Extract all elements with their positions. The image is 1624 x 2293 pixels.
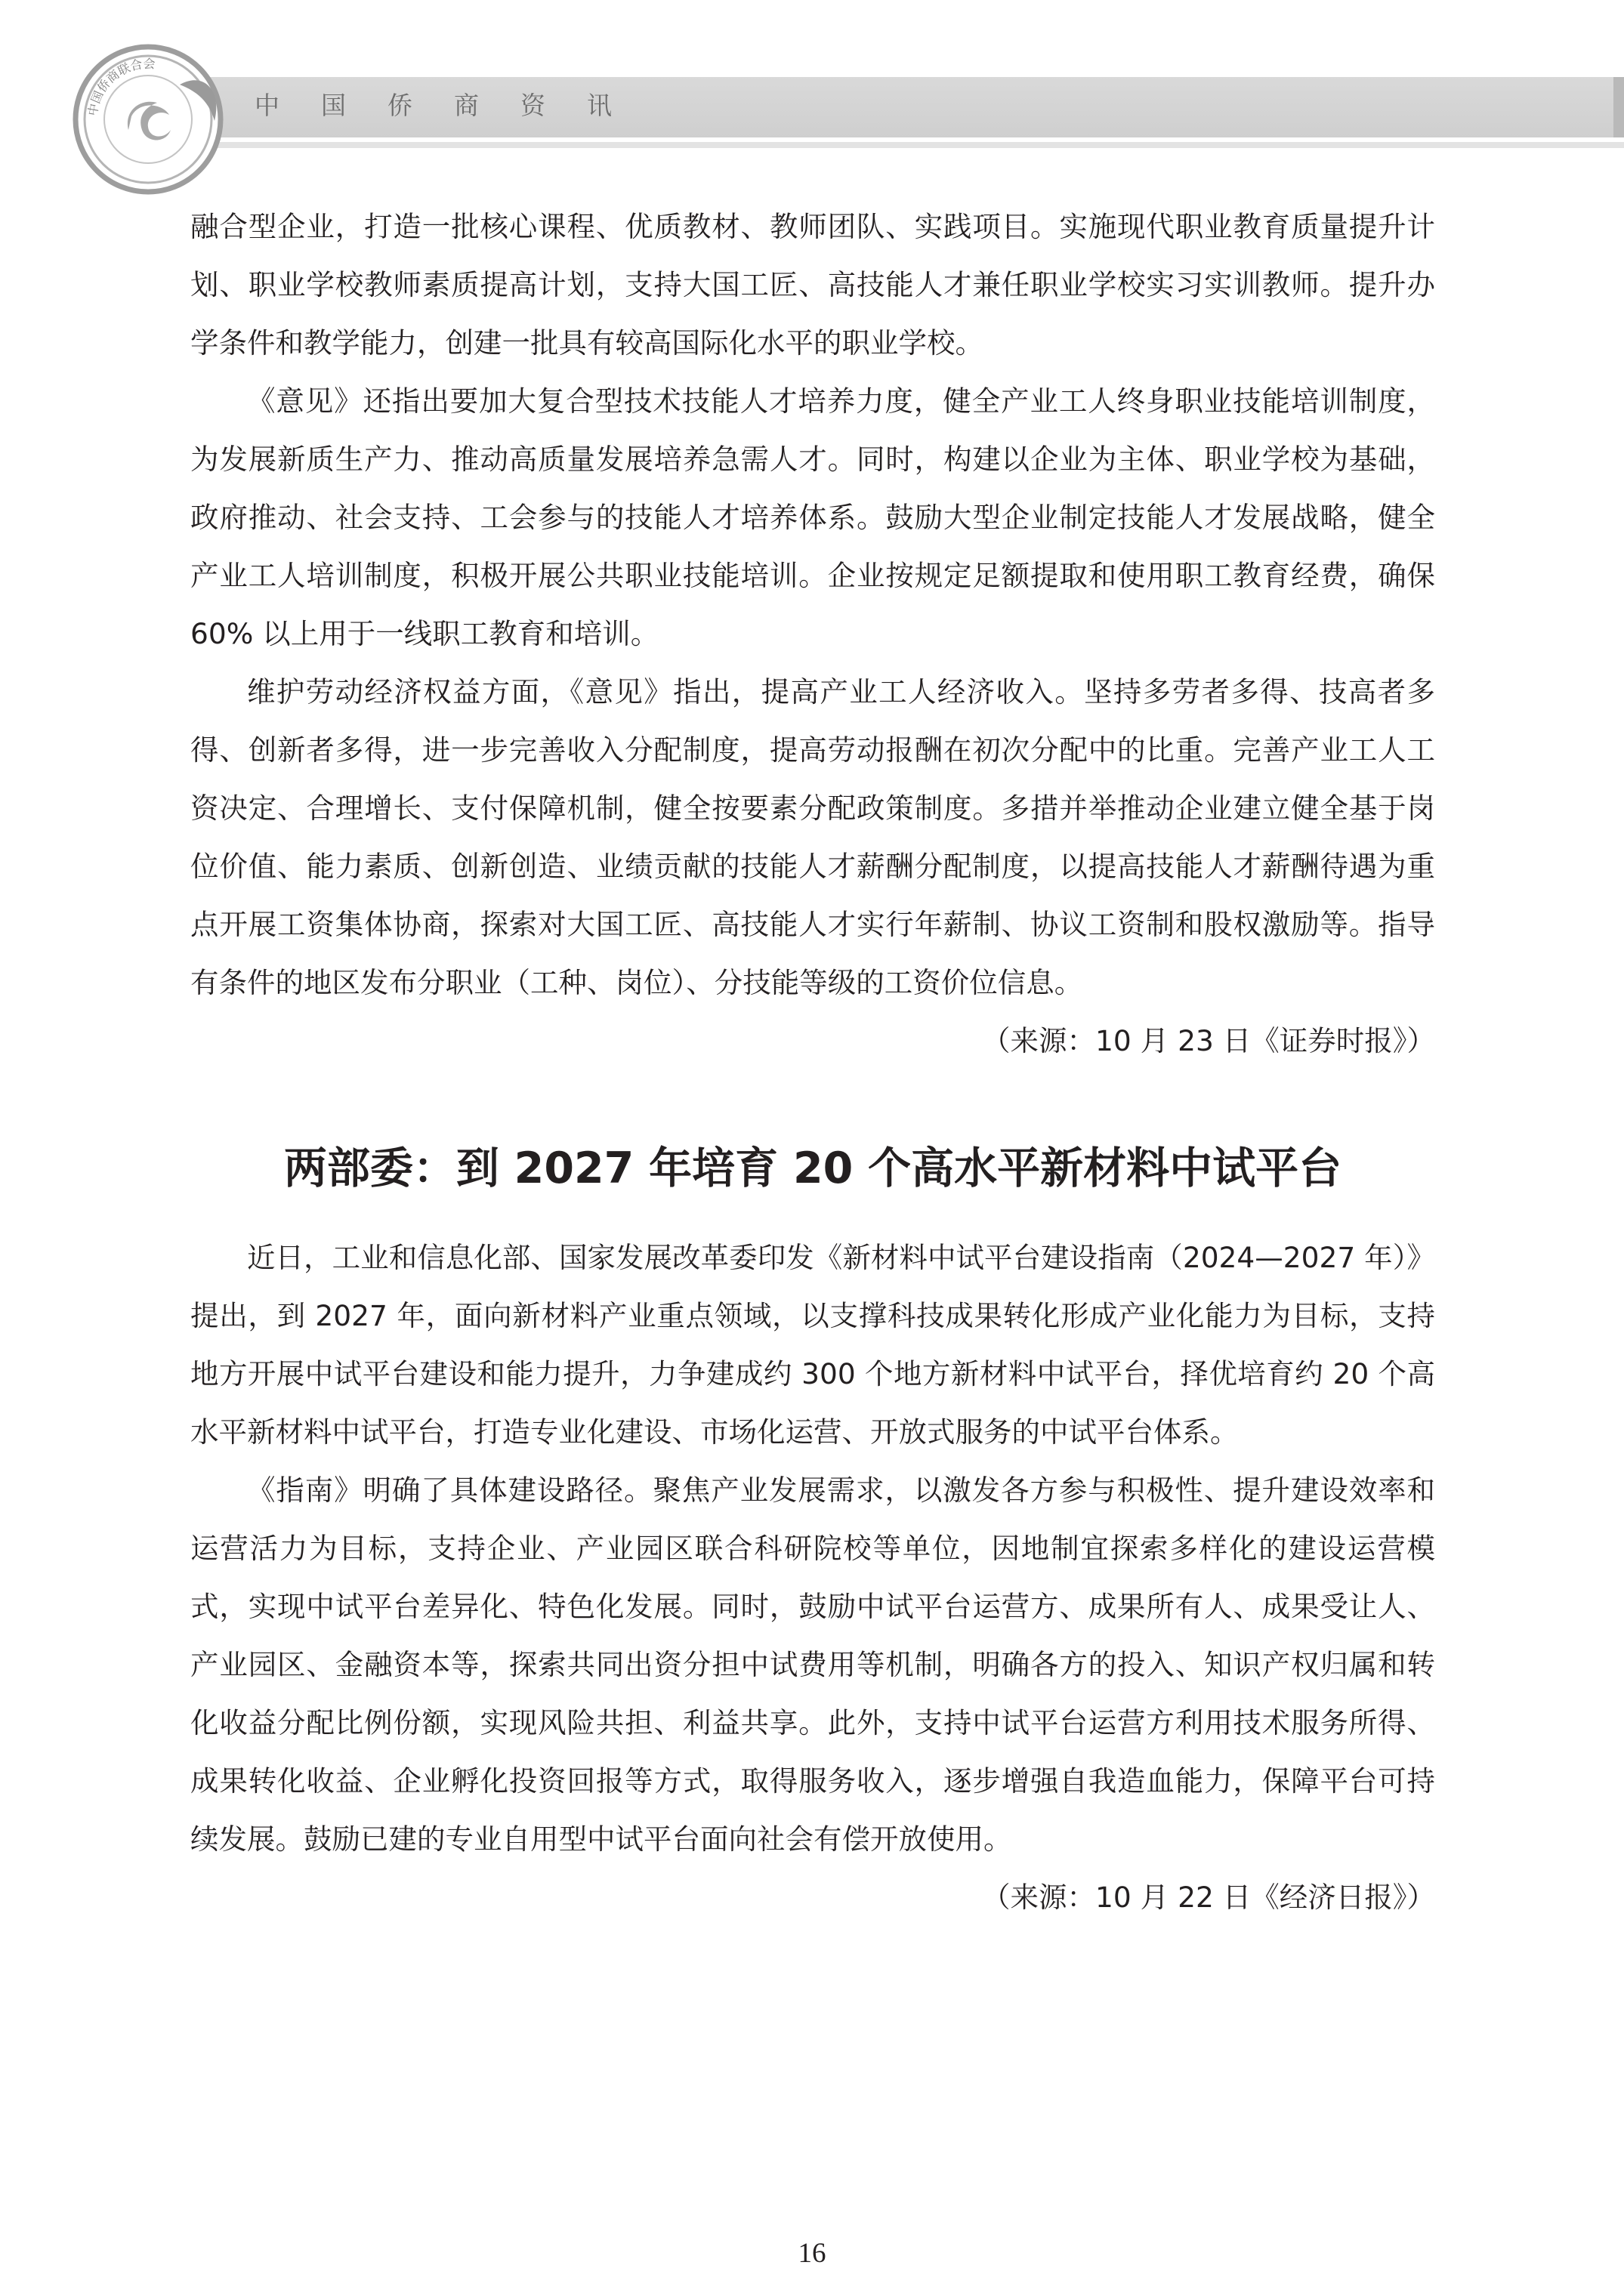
- article1-source: （来源：10 月 23 日《证券时报》）: [982, 1024, 1435, 1057]
- header-tab-edge: [1613, 77, 1624, 137]
- article1-paragraph-3: 维护劳动经济权益方面，《意见》指出，提高产业工人经济收入。坚持多劳者多得、技高者多得、创新者多得，进一步完善收入分配制度，提高劳动报酬在初次分配中的比重。完善产业工人工资决定、合理增长、支付保障机制，健全按要素分配政策制度。多措并举推动企业建立健全基于岗位价值、能力素质、创新创造、业绩贡献的技能人才薪酬分配制度，以提高技能人才薪酬待遇为重点开展工资集体协商，探索对大国工匠、高技能人才实行年薪制、协议工资制和股权激励等。指导有条件的地区发布分职业（工种、岗位）、分技能等级的工资价位信息。: [190, 675, 1435, 999]
- article2-source: （来源：10 月 22 日《经济日报》）: [982, 1881, 1435, 1914]
- header-title: 中国侨商资讯: [255, 91, 653, 120]
- article1-paragraph-2: 《意见》还指出要加大复合型技术技能人才培养力度，健全产业工人终身职业技能培训制度，为发展新质生产力、推动高质量发展培养急需人才。同时，构建以企业为主体、职业学校为基础，政府推动、社会支持、工会参与的技能人才培养体系。鼓励大型企业制定技能人才发展战略，健全产业工人培训制度，积极开展公共职业技能培训。企业按规定足额提取和使用职工教育经费，确保 60% 以上用于一线职工教育和培训。: [190, 384, 1435, 650]
- header-rule: [136, 142, 1624, 148]
- article2-paragraph-2: 《指南》明确了具体建设路径。聚焦产业发展需求，以激发各方参与积极性、提升建设效率和运营活力为目标，支持企业、产业园区联合科研院校等单位，因地制宜探索多样化的建设运营模式，实现中试平台差异化、特色化发展。同时，鼓励中试平台运营方、成果所有人、成果受让人、产业园区、金融资本等，探索共同出资分担中试费用等机制，明确各方的投入、知识产权归属和转化收益分配比例份额，实现风险共担、利益共享。此外，支持中试平台运营方利用技术服务所得、成果转化收益、企业孵化投资回报等方式，取得服务收入，逐步增强自我造血能力，保障平台可持续发展。鼓励已建的专业自用型中试平台面向社会有偿开放使用。: [190, 1474, 1435, 1856]
- article2-paragraph-1: 近日，工业和信息化部、国家发展改革委印发《新材料中试平台建设指南（2024—2027 年）》提出，到 2027 年，面向新材料产业重点领域，以支撑科技成果转化形成产业化能力为目标，支持地方开展中试平台建设和能力提升，力争建成约 300 个地方新材料中试平台，择优培育约 20 个高水平新材料中试平台，打造专业化建设、市场化运营、开放式服务的中试平台体系。: [190, 1241, 1435, 1449]
- article1-paragraph-1: 融合型企业，打造一批核心课程、优质教材、教师团队、实践项目。实施现代职业教育质量提升计划、职业学校教师素质提高计划，支持大国工匠、高技能人才兼任职业学校实习实训教师。提升办学条件和教学能力，创建一批具有较高国际化水平的职业学校。: [190, 210, 1435, 360]
- page-number: 16: [798, 2238, 826, 2269]
- page-content: [190, 198, 1435, 1927]
- federation-logo: [66, 38, 229, 200]
- svg-text:中国侨商联合会: 中国侨商联合会: [85, 56, 156, 117]
- article2-title: 两部委：到 2027 年培育 20 个高水平新材料中试平台: [283, 1143, 1342, 1193]
